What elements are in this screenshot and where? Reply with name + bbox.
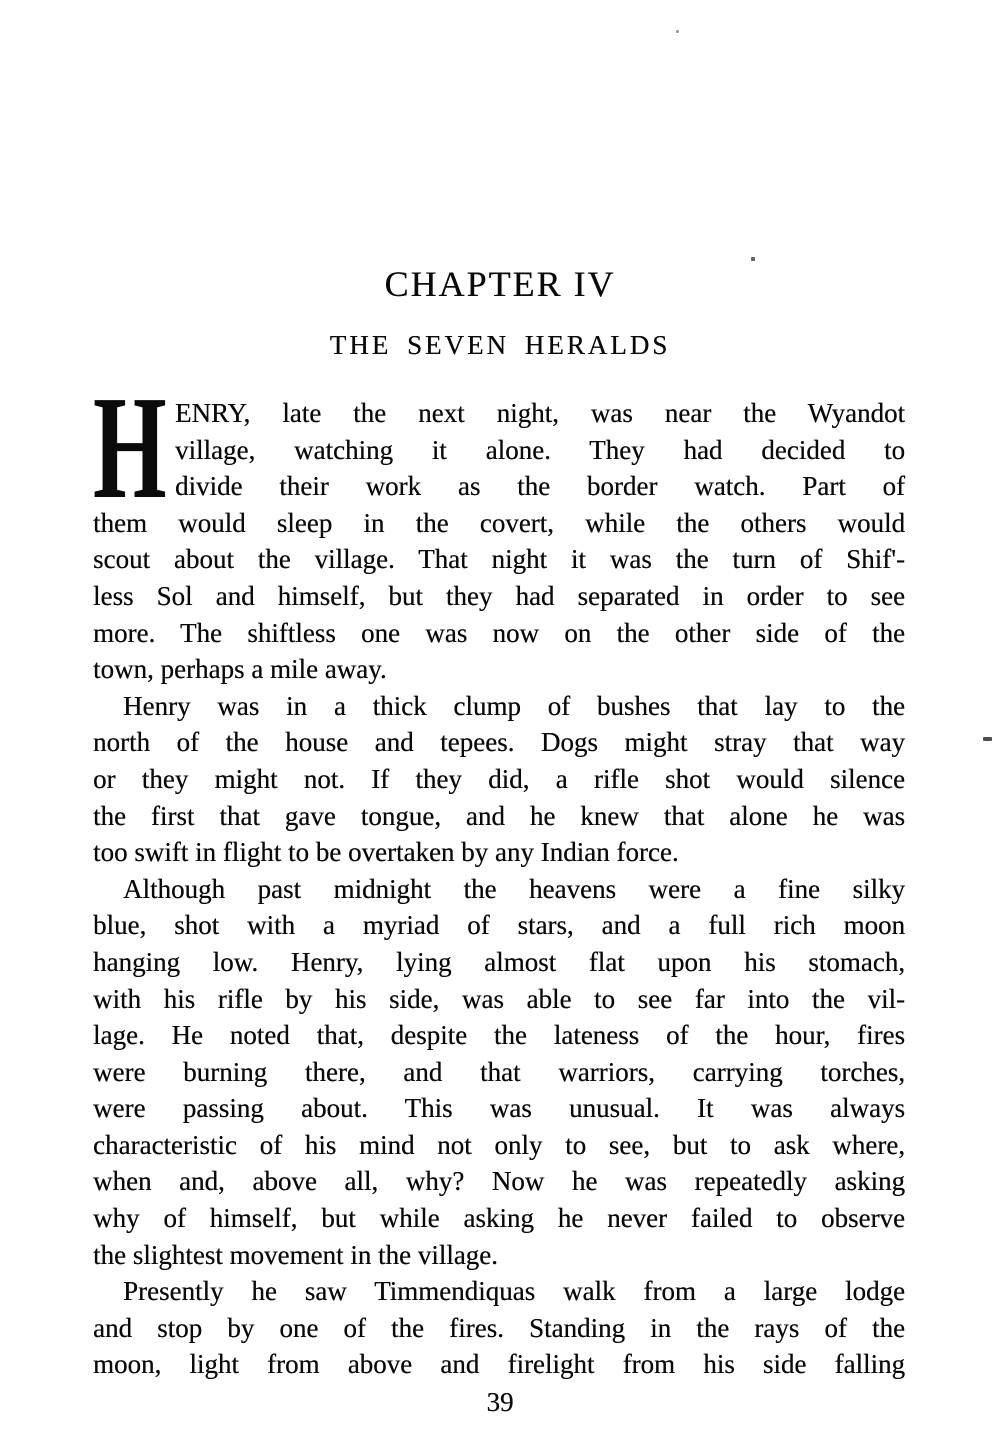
text-line: were burning there, and that warriors, carrying torches, <box>93 1056 905 1087</box>
scan-artifact <box>751 257 755 261</box>
text-line: were passing about. This was unusual. It was always <box>93 1093 905 1124</box>
text-line: lage. He noted that, despite the lateness of the hour, fires <box>93 1020 905 1051</box>
chapter-heading: CHAPTER IV <box>384 264 616 304</box>
scan-artifact <box>676 30 679 33</box>
text-line: Although past midnight the heavens were a fine silky <box>123 873 905 904</box>
text-line: more. The shiftless one was now on the other side of the <box>93 617 905 648</box>
text-line: blue, shot with a myriad of stars, and a full rich moon <box>93 910 905 941</box>
text-line: hanging low. Henry, lying almost flat upon his stomach, <box>93 946 905 977</box>
text-line: moon, light from above and firelight from his side falling <box>93 1349 905 1380</box>
scan-artifact <box>983 737 992 741</box>
body-text <box>93 366 905 1383</box>
text-line: why of himself, but while asking he never failed to observe <box>93 1203 905 1234</box>
text-line: and stop by one of the fires. Standing in the rays of the <box>93 1312 905 1343</box>
text-line: characteristic of his mind not only to see, but to ask where, <box>93 1129 905 1160</box>
drop-cap: H <box>93 366 167 530</box>
text-line: the first that gave tongue, and he knew that alone he was <box>93 800 905 831</box>
text-line: the slightest movement in the village. <box>93 1239 498 1270</box>
text-line: ENRY, late the next night, was near the Wyandot <box>175 398 905 428</box>
text-line: Presently he saw Timmendiquas walk from a large lodge <box>123 1276 905 1307</box>
text-line: too swift in flight to be overtaken by any Indian force. <box>93 837 679 868</box>
text-line: town, perhaps a mile away. <box>93 654 387 685</box>
text-line: less Sol and himself, but they had separated in order to see <box>93 580 905 611</box>
text-line: village, watching it alone. They had decided to <box>175 434 905 465</box>
text-line: with his rifle by his side, was able to see far into the vil- <box>93 983 905 1014</box>
text-line: or they might not. If they did, a rifle shot would silence <box>93 763 905 794</box>
text-line: scout about the village. That night it was the turn of Shif'- <box>93 544 905 575</box>
page-number: 39 <box>486 1387 514 1418</box>
text-line: Henry was in a thick clump of bushes that lay to the <box>123 690 905 721</box>
text-line: north of the house and tepees. Dogs might stray that way <box>93 727 905 758</box>
chapter-subtitle: THE SEVEN HERALDS <box>329 330 671 360</box>
text-line: when and, above all, why? Now he was repeatedly asking <box>93 1166 905 1197</box>
text-line: them would sleep in the covert, while the others would <box>93 507 905 538</box>
text-line: divide their work as the border watch. Part of <box>175 471 905 502</box>
